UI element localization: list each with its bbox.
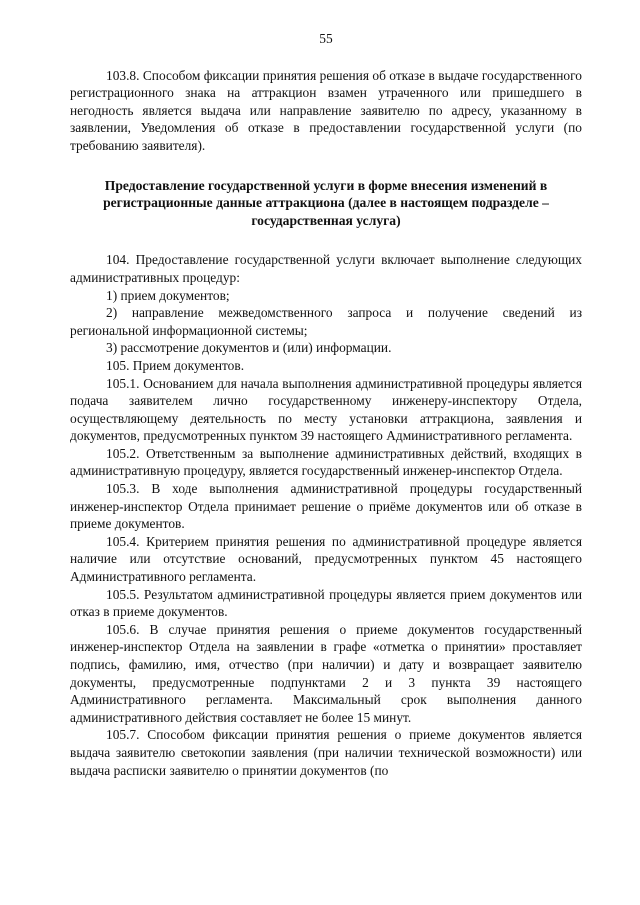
paragraph-105-2: 105.2. Ответственным за выполнение административных действий, входящих в административную процедуру, является государственный инженер-инспектор Отдела. <box>70 445 582 479</box>
paragraph-105: 105. Прием документов. <box>106 357 245 373</box>
paragraph-103-8: 103.8. Способом фиксации принятия решения об отказе в выдаче государственного регистрационного знака на аттракцион взамен утраченного или пришедшего в негодность является выдача или направление заявителю по адресу, указанному в заявлении, Уведомления об отказе в предоставлении государственной услуги (по требованию заявителя). <box>70 67 582 153</box>
section-heading: Предоставление государственной услуги в форме внесения изменений в регистрационные данные аттракциона (далее в настоящем подразделе – государственная услуга) <box>103 177 549 228</box>
list-item-1: 1) прием документов; <box>106 287 230 303</box>
paragraph-105-5: 105.5. Результатом административной процедуры является прием документов или отказ в приеме документов. <box>70 586 582 620</box>
paragraph-105-3: 105.3. В ходе выполнения административной процедуры государственный инженер-инспектор Отдела принимает решение о приёме документов или об отказе в приеме документов. <box>70 481 582 532</box>
paragraph-105-6: 105.6. В случае принятия решения о приеме документов государственный инженер-инспектор Отдела на заявлении в графе «отметка о принятии» проставляет подпись, фамилию, имя, отчество (при наличии) и дату и возвращает заявителю документы, предусмотренные подпунктами 2 и 3 пункта 39 настоящего Административного регламента. Максимальный срок выполнения данного административного действия составляет не более 15 минут. <box>70 621 582 725</box>
paragraph-104: 104. Предоставление государственной услуги включает выполнение следующих административных процедур: <box>70 252 582 285</box>
paragraph-105-7: 105.7. Способом фиксации принятия решения о приеме документов является выдача заявителю светокопии заявления (при наличии технической возможности) или выдача расписки заявителю о принятии документов (по <box>70 727 582 778</box>
paragraph-105-4: 105.4. Критерием принятия решения по административной процедуре является наличие или отсутствие оснований, предусмотренных пунктом 45 настоящего Административного регламента. <box>70 533 582 585</box>
paragraph-105-1: 105.1. Основанием для начала выполнения административной процедуры является подача заявителем лично государственному инженеру-инспектору Отдела, осуществляющему деятельность по месту установки аттракциона, заявления и документов, предусмотренных пунктом 39 настоящего Административного регламента. <box>70 375 582 444</box>
list-item-2: 2) направление межведомственного запроса и получение сведений из региональной информационной системы; <box>70 305 582 338</box>
page-number: 55 <box>319 31 333 46</box>
document-page <box>70 30 582 779</box>
list-item-3: 3) рассмотрение документов и (или) информации. <box>106 340 392 356</box>
